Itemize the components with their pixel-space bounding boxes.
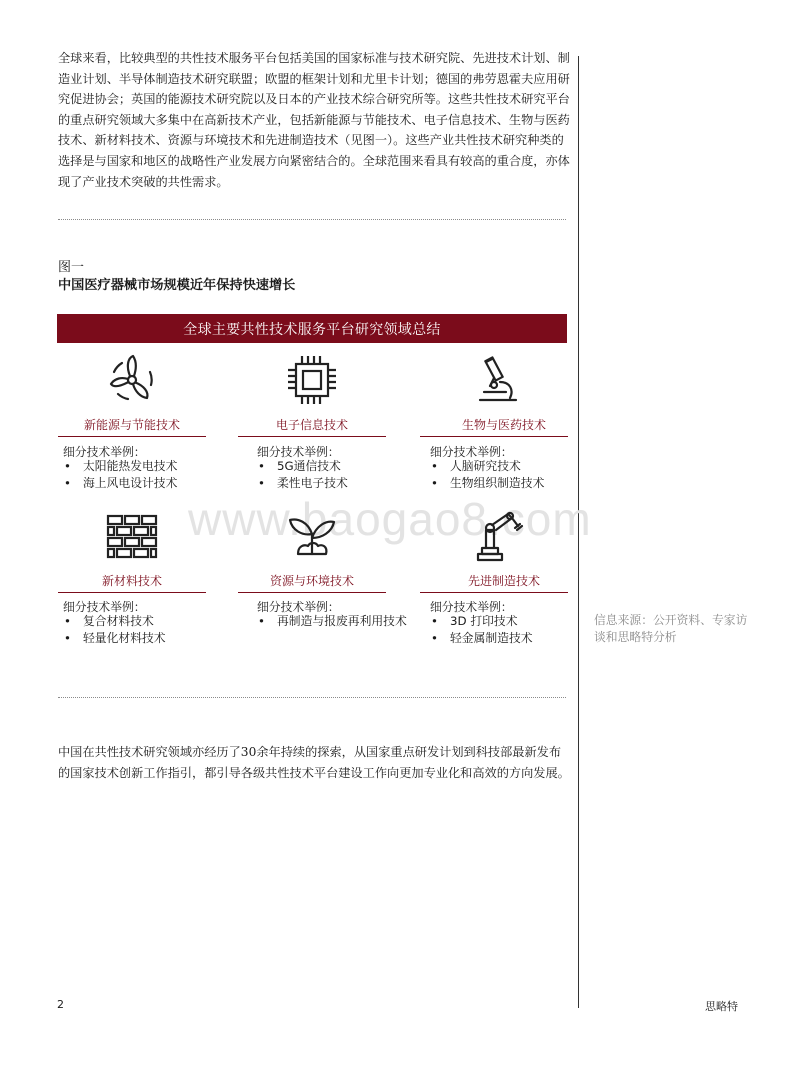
chip-icon — [284, 352, 340, 408]
example-list — [430, 613, 533, 646]
list-item: • 生物组织制造技术 — [430, 475, 544, 492]
category-underline — [58, 436, 206, 437]
category-label-biomedical: 生物与医药技术 — [461, 418, 546, 432]
category-label-electronics: 电子信息技术 — [275, 418, 348, 432]
watermark: www.baogao8.com — [188, 493, 592, 545]
category-label-materials: 新材料技术 — [101, 574, 162, 588]
category-underline — [420, 436, 568, 437]
list-item: • 轻金属制造技术 — [430, 630, 533, 647]
examples-label: 细分技术举例： — [257, 600, 340, 614]
list-item: • 复合材料技术 — [63, 613, 166, 630]
category-label-environment: 资源与环境技术 — [269, 574, 354, 588]
example-list — [63, 458, 177, 491]
examples-label: 细分技术举例： — [63, 600, 146, 614]
example-list — [257, 458, 348, 491]
list-item: • 人脑研究技术 — [430, 458, 544, 475]
figure-title: 中国医疗器械市场规模近年保持快速增长 — [58, 278, 296, 293]
robot-arm-icon — [470, 508, 526, 564]
page-number: 2 — [57, 998, 64, 1011]
example-list — [257, 613, 407, 630]
list-item: • 轻量化材料技术 — [63, 630, 166, 647]
intro-paragraph: 全球来看，比较典型的共性技术服务平台包括美国的国家标准与技术研究院、先进技术计划、制造业计划、半导体制造技术研究联盟；欧盟的框架计划和尤里卡计划；德国的弗劳恩霍夫应用研究促进协会；英国的能源技术研究院以及日本的产业技术综合研究所等。这些共性技术研究平台的重点研究领域大多集中在高新技术产业，包括新能源与节能技术、电子信息技术、生物与医药技术、新材料技术、资源与环境技术和先进制造技术（见图一）。这些产业共性技术研究种类的选择是与国家和地区的战略性产业发展方向紧密结合的。全球范围来看具有较高的重合度，亦体现了产业技术突破的共性需求。 — [58, 51, 570, 189]
list-item: • 5G通信技术 — [257, 458, 348, 475]
category-underline — [238, 436, 386, 437]
brand-name: 思略特 — [705, 1000, 738, 1013]
list-item: • 柔性电子技术 — [257, 475, 348, 492]
example-list — [63, 613, 166, 646]
brick-wall-icon — [104, 508, 160, 564]
outro-paragraph: 中国在共性技术研究领域亦经历了30余年持续的探索，从国家重点研发计划到科技部最新发布的国家技术创新工作指引，都引导各级共性技术平台建设工作向更加专业化和高效的方向发展。 — [58, 745, 570, 780]
dotted-divider-bottom — [58, 697, 566, 698]
examples-label: 细分技术举例： — [430, 445, 513, 459]
category-label-energy: 新能源与节能技术 — [83, 418, 180, 432]
list-item: • 海上风电设计技术 — [63, 475, 177, 492]
figure-label: 图一 — [58, 260, 85, 275]
category-underline — [238, 592, 386, 593]
examples-label: 细分技术举例： — [63, 445, 146, 459]
examples-label: 细分技术举例： — [257, 445, 340, 459]
example-list — [430, 458, 544, 491]
category-label-manufacturing: 先进制造技术 — [467, 574, 540, 588]
category-underline — [58, 592, 206, 593]
examples-label: 细分技术举例： — [430, 600, 513, 614]
list-item: • 再制造与报废再利用技术 — [257, 613, 407, 630]
wind-turbine-icon — [104, 352, 160, 408]
figure-banner: 全球主要共性技术服务平台研究领域总结 — [57, 314, 567, 343]
dotted-divider-top — [58, 219, 566, 220]
sprout-icon — [284, 508, 340, 564]
category-underline — [420, 592, 568, 593]
list-item: • 太阳能热发电技术 — [63, 458, 177, 475]
list-item: • 3D 打印技术 — [430, 613, 533, 630]
microscope-icon — [470, 352, 526, 408]
source-note: 信息来源：公开资料、专家访谈和思略特分析 — [594, 613, 748, 644]
